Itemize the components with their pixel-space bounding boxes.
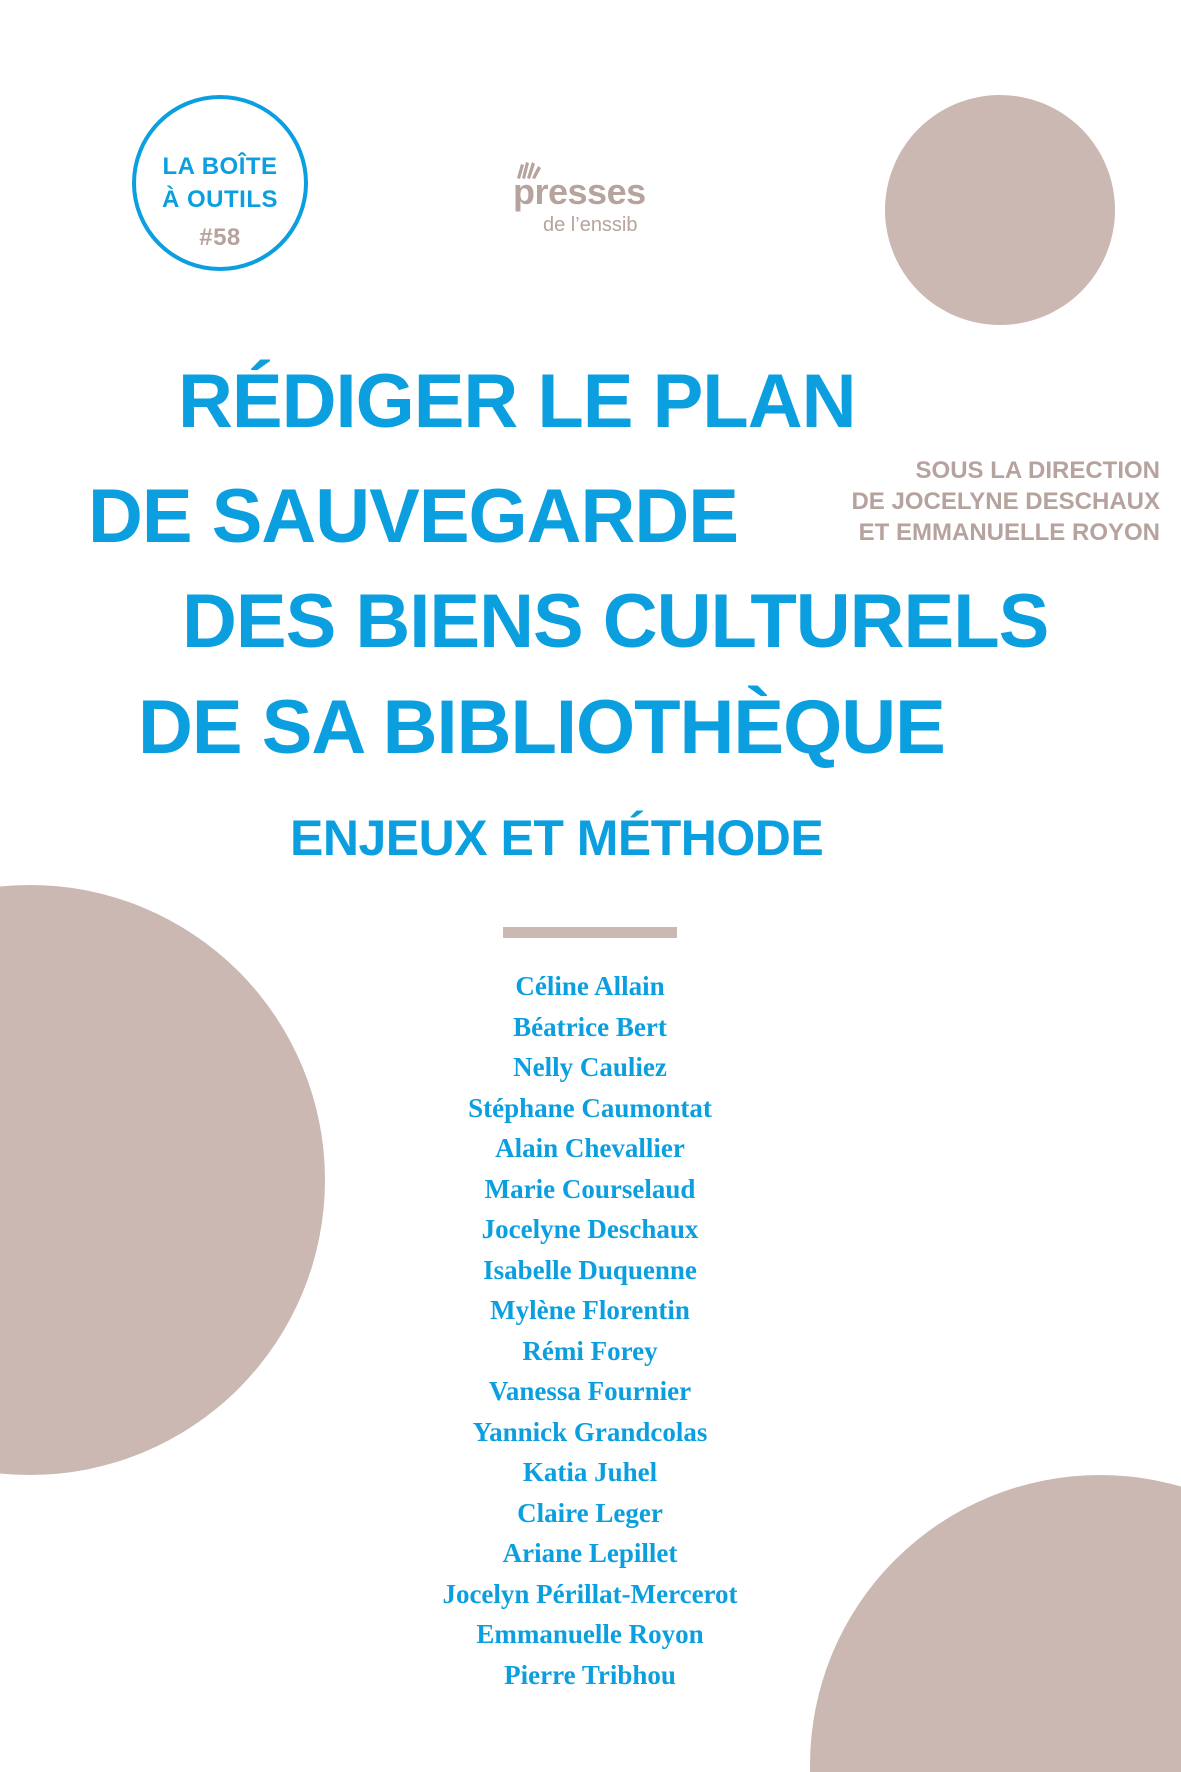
author-name: Nelly Cauliez [513,1052,667,1082]
author-name: Katia Juhel [522,1457,658,1487]
author-name: Céline Allain [515,971,665,1001]
publisher-subname: de l’enssib [543,214,638,236]
decorative-circle-bottom-right [810,1475,1181,1772]
subtitle: ENJEUX ET MÉTHODE [290,810,824,866]
author-name: Mylène Florentin [490,1295,690,1325]
author-name: Ariane Lepillet [502,1538,678,1568]
author-name: Marie Courselaud [484,1173,696,1204]
author-name: Emmanuelle Royon [476,1619,704,1649]
publisher-name: presses [513,171,646,212]
author-name: Stéphane Caumontat [468,1092,712,1123]
publisher-logo [513,158,673,238]
author-name: Yannick Grandcolas [472,1416,708,1447]
editors-line-2: DE JOCELYNE DESCHAUX [851,488,1160,515]
author-name: Pierre Tribhou [504,1659,676,1690]
title-line-2: DE SAUVEGARDE [88,474,738,559]
author-list [330,966,850,1695]
series-number: #58 [199,224,241,251]
author-name: Jocelyne Deschaux [481,1214,699,1244]
author-name: Claire Leger [517,1497,663,1528]
title-line-3: DES BIENS CULTURELS [182,579,1049,664]
decorative-circle-left [0,885,325,1475]
title-line-1: RÉDIGER LE PLAN [178,359,856,444]
author-name: Isabelle Duquenne [483,1254,697,1285]
author-name: Alain Chevallier [495,1133,685,1163]
series-badge-line1: LA BOÎTE [162,153,278,180]
editors-line-3: ET EMMANUELLE ROYON [858,519,1160,546]
author-name: Béatrice Bert [513,1011,667,1042]
editors-credit [790,455,1160,548]
series-badge [132,95,308,271]
divider [503,927,677,938]
decorative-circle-top-right [885,95,1115,325]
author-name: Rémi Forey [522,1335,658,1366]
author-name: Jocelyn Périllat-Mercerot [442,1578,738,1609]
author-name: Vanessa Fournier [488,1376,692,1406]
editors-line-1: SOUS LA DIRECTION [915,457,1160,484]
title-line-4: DE SA BIBLIOTHÈQUE [138,685,945,770]
series-badge-line2: À OUTILS [162,186,278,213]
